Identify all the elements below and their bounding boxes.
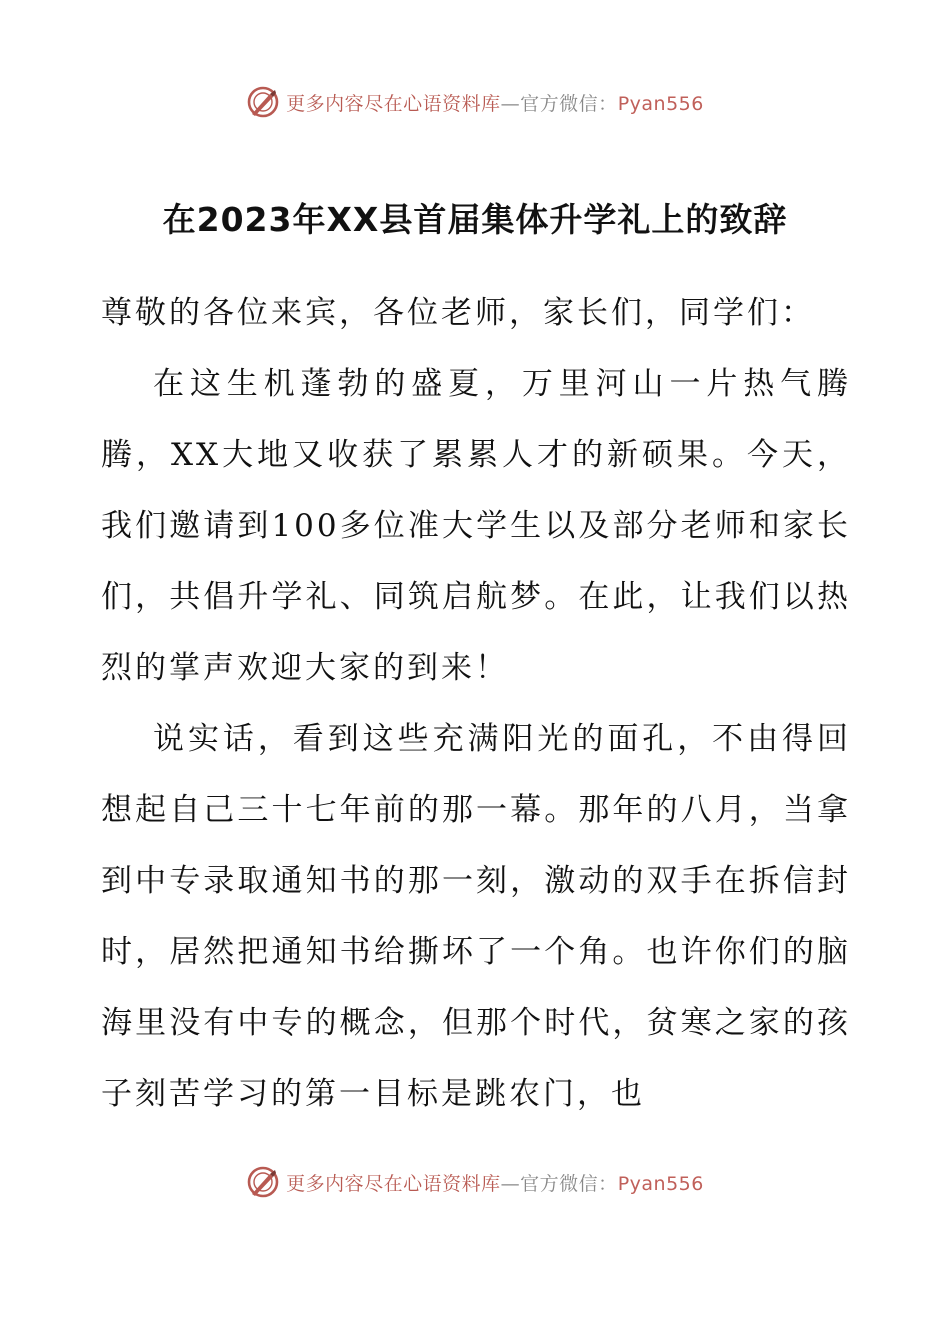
salutation: 尊敬的各位来宾，各位老师，家长们，同学们： [101, 295, 815, 331]
document-body [101, 278, 851, 1130]
pen-circle-logo-icon [246, 85, 280, 119]
watermark-main-text: 更多内容尽在心语资料库 [286, 1172, 501, 1195]
watermark-main-text: 更多内容尽在心语资料库 [286, 92, 501, 115]
body-paragraph-1: 在这生机蓬勃的盛夏，万里河山一片热气腾腾，XX大地又收获了累累人才的新硕果。今天，我们邀请到100多位准大学生以及部分老师和家长们，共倡升学礼、同筑启航梦。在此，让我们以热烈的掌声欢迎大家的到来！ [101, 366, 851, 686]
watermark-wechat-id: Pyan556 [617, 1172, 704, 1195]
watermark-wechat-label: 官方微信： [520, 92, 618, 115]
body-paragraph-2: 说实话，看到这些充满阳光的面孔，不由得回想起自己三十七年前的那一幕。那年的八月，当拿到中专录取通知书的那一刻，激动的双手在拆信封时，居然把通知书给撕坏了一个角。也许你们的脑海里没有中专的概念，但那个时代，贫寒之家的孩子刻苦学习的第一目标是跳农门，也 [101, 721, 851, 1112]
watermark-wechat-label: 官方微信： [520, 1172, 618, 1195]
footer-watermark-text [286, 1169, 704, 1196]
header-watermark-text [286, 89, 704, 116]
watermark-dash: — [500, 1172, 521, 1195]
footer-watermark [0, 1162, 950, 1202]
pen-circle-logo-icon [246, 1165, 280, 1199]
watermark-dash: — [500, 92, 521, 115]
watermark-wechat-id: Pyan556 [617, 92, 704, 115]
document-title: 在2023年XX县首届集体升学礼上的致辞 [162, 200, 788, 239]
header-watermark [0, 82, 950, 122]
